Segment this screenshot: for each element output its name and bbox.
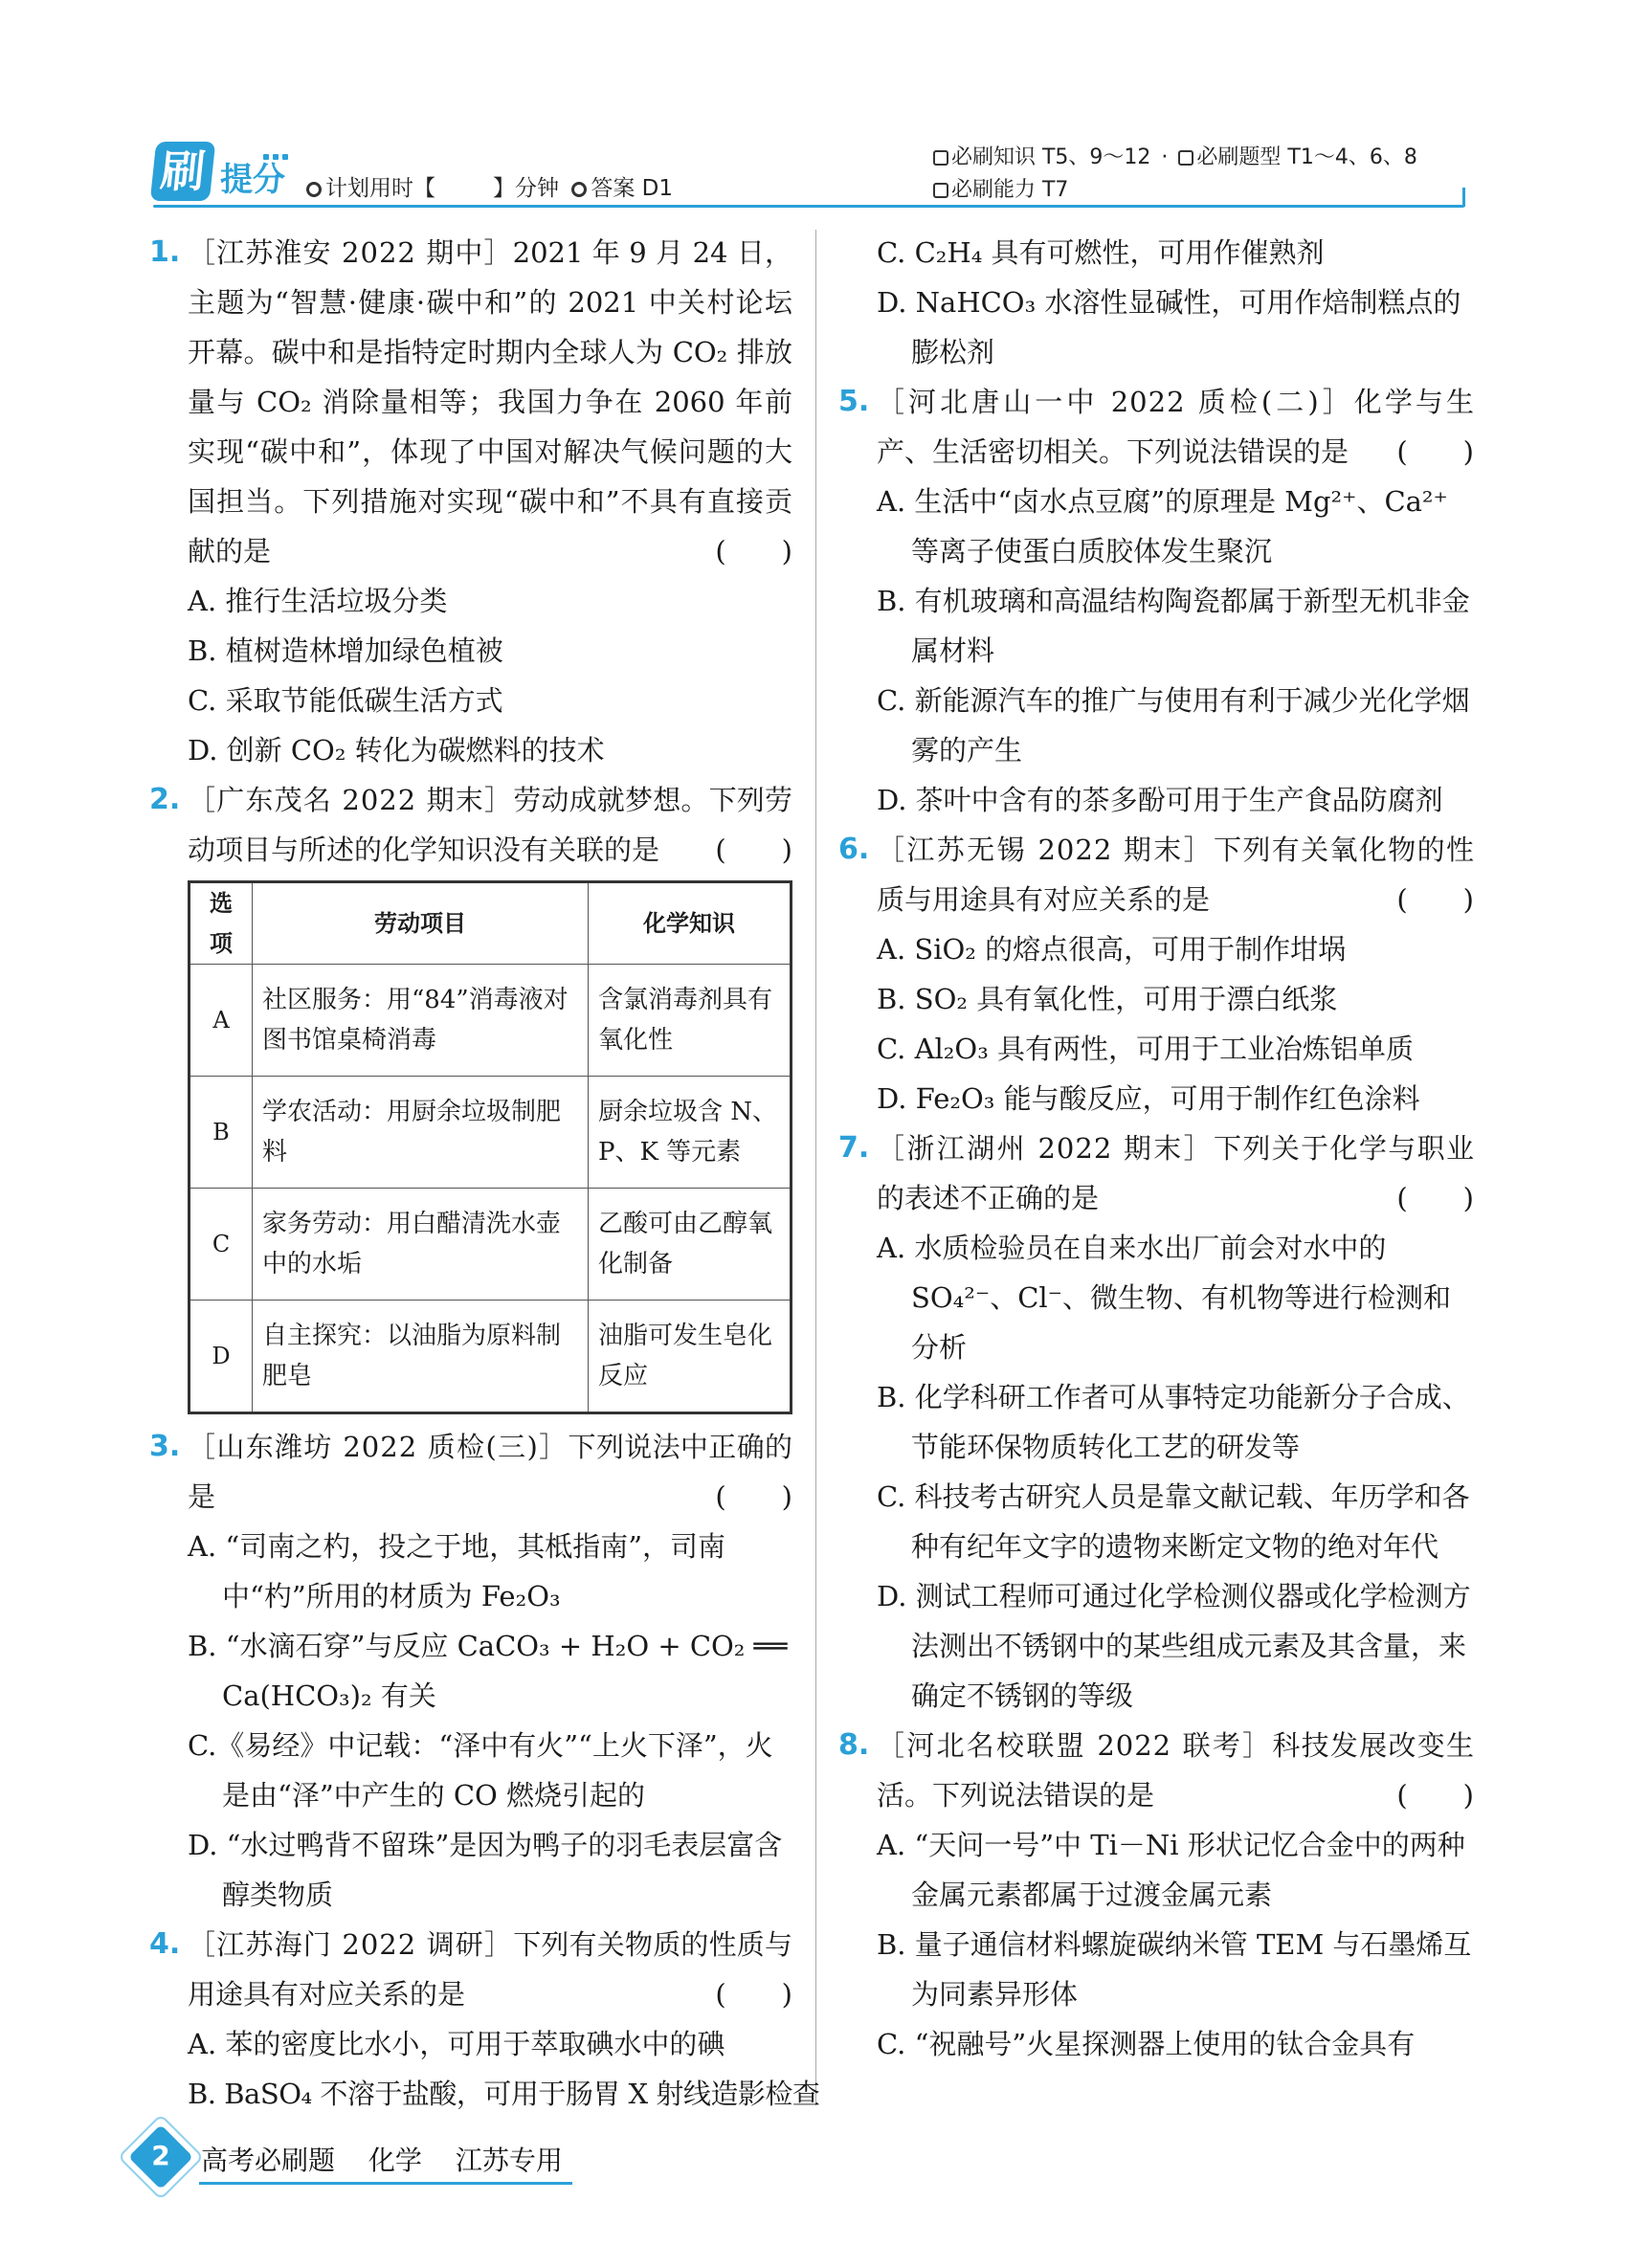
knowledge-tag: 必刷知识 T5、9～12 <box>951 145 1151 169</box>
question-source: ［山东潍坊 2022 质检(三)］ <box>188 1431 569 1463</box>
header-tags: 必刷知识 T5、9～12 · 必刷题型 T1～4、6、8 必刷能力 T7 <box>933 142 1417 207</box>
question-1 <box>149 228 792 775</box>
option-b: B. “水滴石穿”与反应 CaCO₃ + H₂O + CO₂ ══ Ca(HCO₃)₂ 有关 <box>188 1630 788 1712</box>
answer-paren: ( ) <box>715 1978 792 2011</box>
question-stem: 科技发展改变生活。下列说法错误的是 <box>877 1729 1474 1812</box>
plan-label: 计划用时【 <box>325 176 435 201</box>
book-edition: 江苏专用 <box>455 2145 563 2176</box>
question-number: 6. <box>838 833 870 866</box>
table-cell: C <box>190 1189 253 1301</box>
option-d: D. 测试工程师可通过化学检测仪器或化学检测方法测出不锈钢中的某些组成元素及其含量，来确定不锈钢的等级 <box>877 1580 1471 1712</box>
table-row <box>190 1301 792 1413</box>
footer-rule <box>199 2182 572 2185</box>
answer-paren: ( ) <box>715 834 792 866</box>
table-cell: A <box>190 965 253 1077</box>
book-name: 高考必刷题 <box>201 2145 336 2176</box>
option-a: A. “司南之杓，投之于地，其柢指南”，司南中“杓”所用的材质为 Fe₂O₃ <box>188 1530 726 1612</box>
table-header-row <box>190 882 792 965</box>
option-a: A. “天问一号”中 Ti－Ni 形状记忆合金中的两种金属元素都属于过渡金属元素 <box>877 1829 1465 1911</box>
plan-unit: 】分钟 <box>493 176 559 201</box>
option-a: A. SiO₂ 的熔点很高，可用于制作坩埚 <box>877 933 1347 966</box>
question-type-tag: 必刷题型 T1～4、6、8 <box>1196 145 1417 169</box>
brand-logo-word: 提分 <box>220 161 285 199</box>
header-rule-end <box>1462 188 1465 207</box>
question-number: 8. <box>838 1728 870 1762</box>
option-d: D. 茶叶中含有的茶多酚可用于生产食品防腐剂 <box>877 784 1443 816</box>
question-stem: 下列说法中正确的是 <box>188 1431 792 1513</box>
question-number: 2. <box>149 783 181 816</box>
question-stem: 下列有关氧化物的性质与用途具有对应关系的是 <box>877 834 1474 916</box>
option-a: A. 推行生活垃圾分类 <box>188 585 448 617</box>
right-column <box>838 228 1474 2069</box>
book-title <box>201 2140 588 2178</box>
option-c: C. 新能源汽车的推广与使用有利于减少光化学烟雾的产生 <box>877 684 1470 767</box>
question-2 <box>149 775 792 1414</box>
option-b: B. 有机玻璃和高温结构陶瓷都属于新型无机非金属材料 <box>877 585 1470 667</box>
question-source: ［江苏淮安 2022 期中］ <box>188 236 513 269</box>
table-cell: D <box>190 1301 253 1413</box>
question-3 <box>149 1422 792 1920</box>
answer-paren: ( ) <box>1396 1779 1474 1812</box>
option-a: A. 水质检验员在自来水出厂前会对水中的 SO₄²⁻、Cl⁻、微生物、有机物等进行检测和分析 <box>877 1232 1451 1364</box>
page-header <box>0 0 1628 220</box>
question-8 <box>838 1721 1474 2069</box>
answer-label: 答案 D1 <box>591 176 673 201</box>
table-row <box>190 965 792 1077</box>
table-cell: B <box>190 1077 253 1189</box>
table-cell: 家务劳动：用白醋清洗水壶中的水垢 <box>253 1189 589 1301</box>
question-6 <box>838 825 1474 1123</box>
option-b: B. SO₂ 具有氧化性，可用于漂白纸浆 <box>877 983 1338 1015</box>
table-cell: 自主探究：以油脂为原料制肥皂 <box>253 1301 589 1413</box>
table-row <box>190 1077 792 1189</box>
ability-tag: 必刷能力 T7 <box>951 178 1069 202</box>
answer-paren: ( ) <box>1396 1182 1474 1214</box>
question-source: ［江苏无锡 2022 期末］ <box>877 834 1214 866</box>
answer-paren: ( ) <box>1396 435 1474 468</box>
question-stem: 2021 年 9 月 24 日，主题为“智慧·健康·碳中和”的 2021 中关村论坛开幕。碳中和是指特定时期内全球人为 CO₂ 排放量与 CO₂ 消除量相等；我国力争在 2060 年前实现“碳中和”，体现了中国对解决气候问题的大国担当。下列措施对实现“碳中和”不具有直接贡献的是 <box>188 236 792 567</box>
question-number: 4. <box>149 1927 181 1961</box>
page-number: 2 <box>151 2140 170 2171</box>
question-stem: 下列有关物质的性质与用途具有对应关系的是 <box>188 1928 792 2011</box>
left-column <box>149 228 820 2119</box>
table-cell: 含氯消毒剂具有氧化性 <box>589 965 792 1077</box>
option-d: D. Fe₂O₃ 能与酸反应，可用于制作红色涂料 <box>877 1082 1420 1115</box>
answer-paren: ( ) <box>715 1480 792 1513</box>
table-cell: 油脂可发生皂化反应 <box>589 1301 792 1413</box>
question-type-icon <box>1178 150 1193 166</box>
question-source: ［广东茂名 2022 期末］ <box>188 784 514 816</box>
option-b: B. 植树造林增加绿色植被 <box>188 634 503 667</box>
ability-icon <box>933 183 948 198</box>
table-row <box>190 1189 792 1301</box>
question-number: 7. <box>838 1131 870 1165</box>
question-stem: 劳动成就梦想。下列劳动项目与所述的化学知识没有关联的是 <box>188 784 792 866</box>
answer-icon <box>571 182 587 197</box>
question-5 <box>838 377 1474 825</box>
header-rule <box>153 205 1464 208</box>
option-b: B. 量子通信材料螺旋碳纳米管 TEM 与石墨烯互为同素异形体 <box>877 1928 1472 2011</box>
question-source: ［河北唐山一中 2022 质检(二)］ <box>877 386 1354 418</box>
book-subject: 化学 <box>368 2145 422 2176</box>
question-source: ［浙江湖州 2022 期末］ <box>877 1132 1214 1165</box>
labor-table <box>188 880 792 1414</box>
table-header: 选项 <box>190 882 253 965</box>
table-header: 劳动项目 <box>253 882 589 965</box>
option-d: D. “水过鸭背不留珠”是因为鸭子的羽毛表层富含醇类物质 <box>188 1829 783 1911</box>
option-b: B. 化学科研工作者可从事特定功能新分子合成、节能环保物质转化工艺的研发等 <box>877 1381 1470 1463</box>
plan-time-line <box>306 170 673 202</box>
question-source: ［江苏海门 2022 调研］ <box>188 1928 514 1961</box>
answer-paren: ( ) <box>1396 883 1474 916</box>
option-c: C. 科技考古研究人员是靠文献记载、年历学和各种有纪年文字的遗物来断定文物的绝对年代 <box>877 1480 1470 1563</box>
table-cell: 乙酸可由乙醇氧化制备 <box>589 1189 792 1301</box>
question-stem: 下列关于化学与职业的表述不正确的是 <box>877 1132 1474 1214</box>
option-a: A. 苯的密度比水小，可用于萃取碘水中的碘 <box>188 2028 725 2060</box>
option-d: D. 创新 CO₂ 转化为碳燃料的技术 <box>188 734 605 767</box>
question-number: 5. <box>838 385 870 418</box>
option-c: C.《易经》中记载：“泽中有火”“上火下泽”，火是由“泽”中产生的 CO 燃烧引起的 <box>188 1729 773 1812</box>
option-c: C. “祝融号”火星探测器上使用的钛合金具有 <box>877 2028 1416 2060</box>
question-7 <box>838 1123 1474 1721</box>
brand-logo-char: 刷 <box>150 142 216 201</box>
table-cell: 社区服务：用“84”消毒液对图书馆桌椅消毒 <box>253 965 589 1077</box>
table-header: 化学知识 <box>589 882 792 965</box>
question-4 <box>149 1920 820 2119</box>
knowledge-icon <box>933 150 948 166</box>
table-cell: 厨余垃圾含 N、P、K 等元素 <box>589 1077 792 1189</box>
question-source: ［河北名校联盟 2022 联考］ <box>877 1729 1273 1762</box>
question-4-continued <box>842 228 1474 377</box>
option-c: C. 采取节能低碳生活方式 <box>188 684 503 717</box>
page-footer <box>124 2126 603 2193</box>
question-stem: 化学与生产、生活密切相关。下列说法错误的是 <box>877 386 1474 468</box>
option-d: D. NaHCO₃ 水溶性显碱性，可用作焙制糕点的膨松剂 <box>877 286 1461 368</box>
answer-paren: ( ) <box>715 535 792 567</box>
table-cell: 学农活动：用厨余垃圾制肥料 <box>253 1077 589 1189</box>
option-c: C. C₂H₄ 具有可燃性，可用作催熟剂 <box>877 236 1325 269</box>
option-a: A. 生活中“卤水点豆腐”的原理是 Mg²⁺、Ca²⁺ 等离子使蛋白质胶体发生聚沉 <box>877 485 1448 567</box>
option-c: C. Al₂O₃ 具有两性，可用于工业冶炼铝单质 <box>877 1033 1415 1065</box>
option-b: B. BaSO₄ 不溶于盐酸，可用于肠胃 X 射线造影检查 <box>188 2078 820 2110</box>
question-number: 3. <box>149 1430 181 1463</box>
column-divider <box>815 230 816 2105</box>
question-number: 1. <box>149 235 181 269</box>
clock-icon <box>306 182 322 197</box>
